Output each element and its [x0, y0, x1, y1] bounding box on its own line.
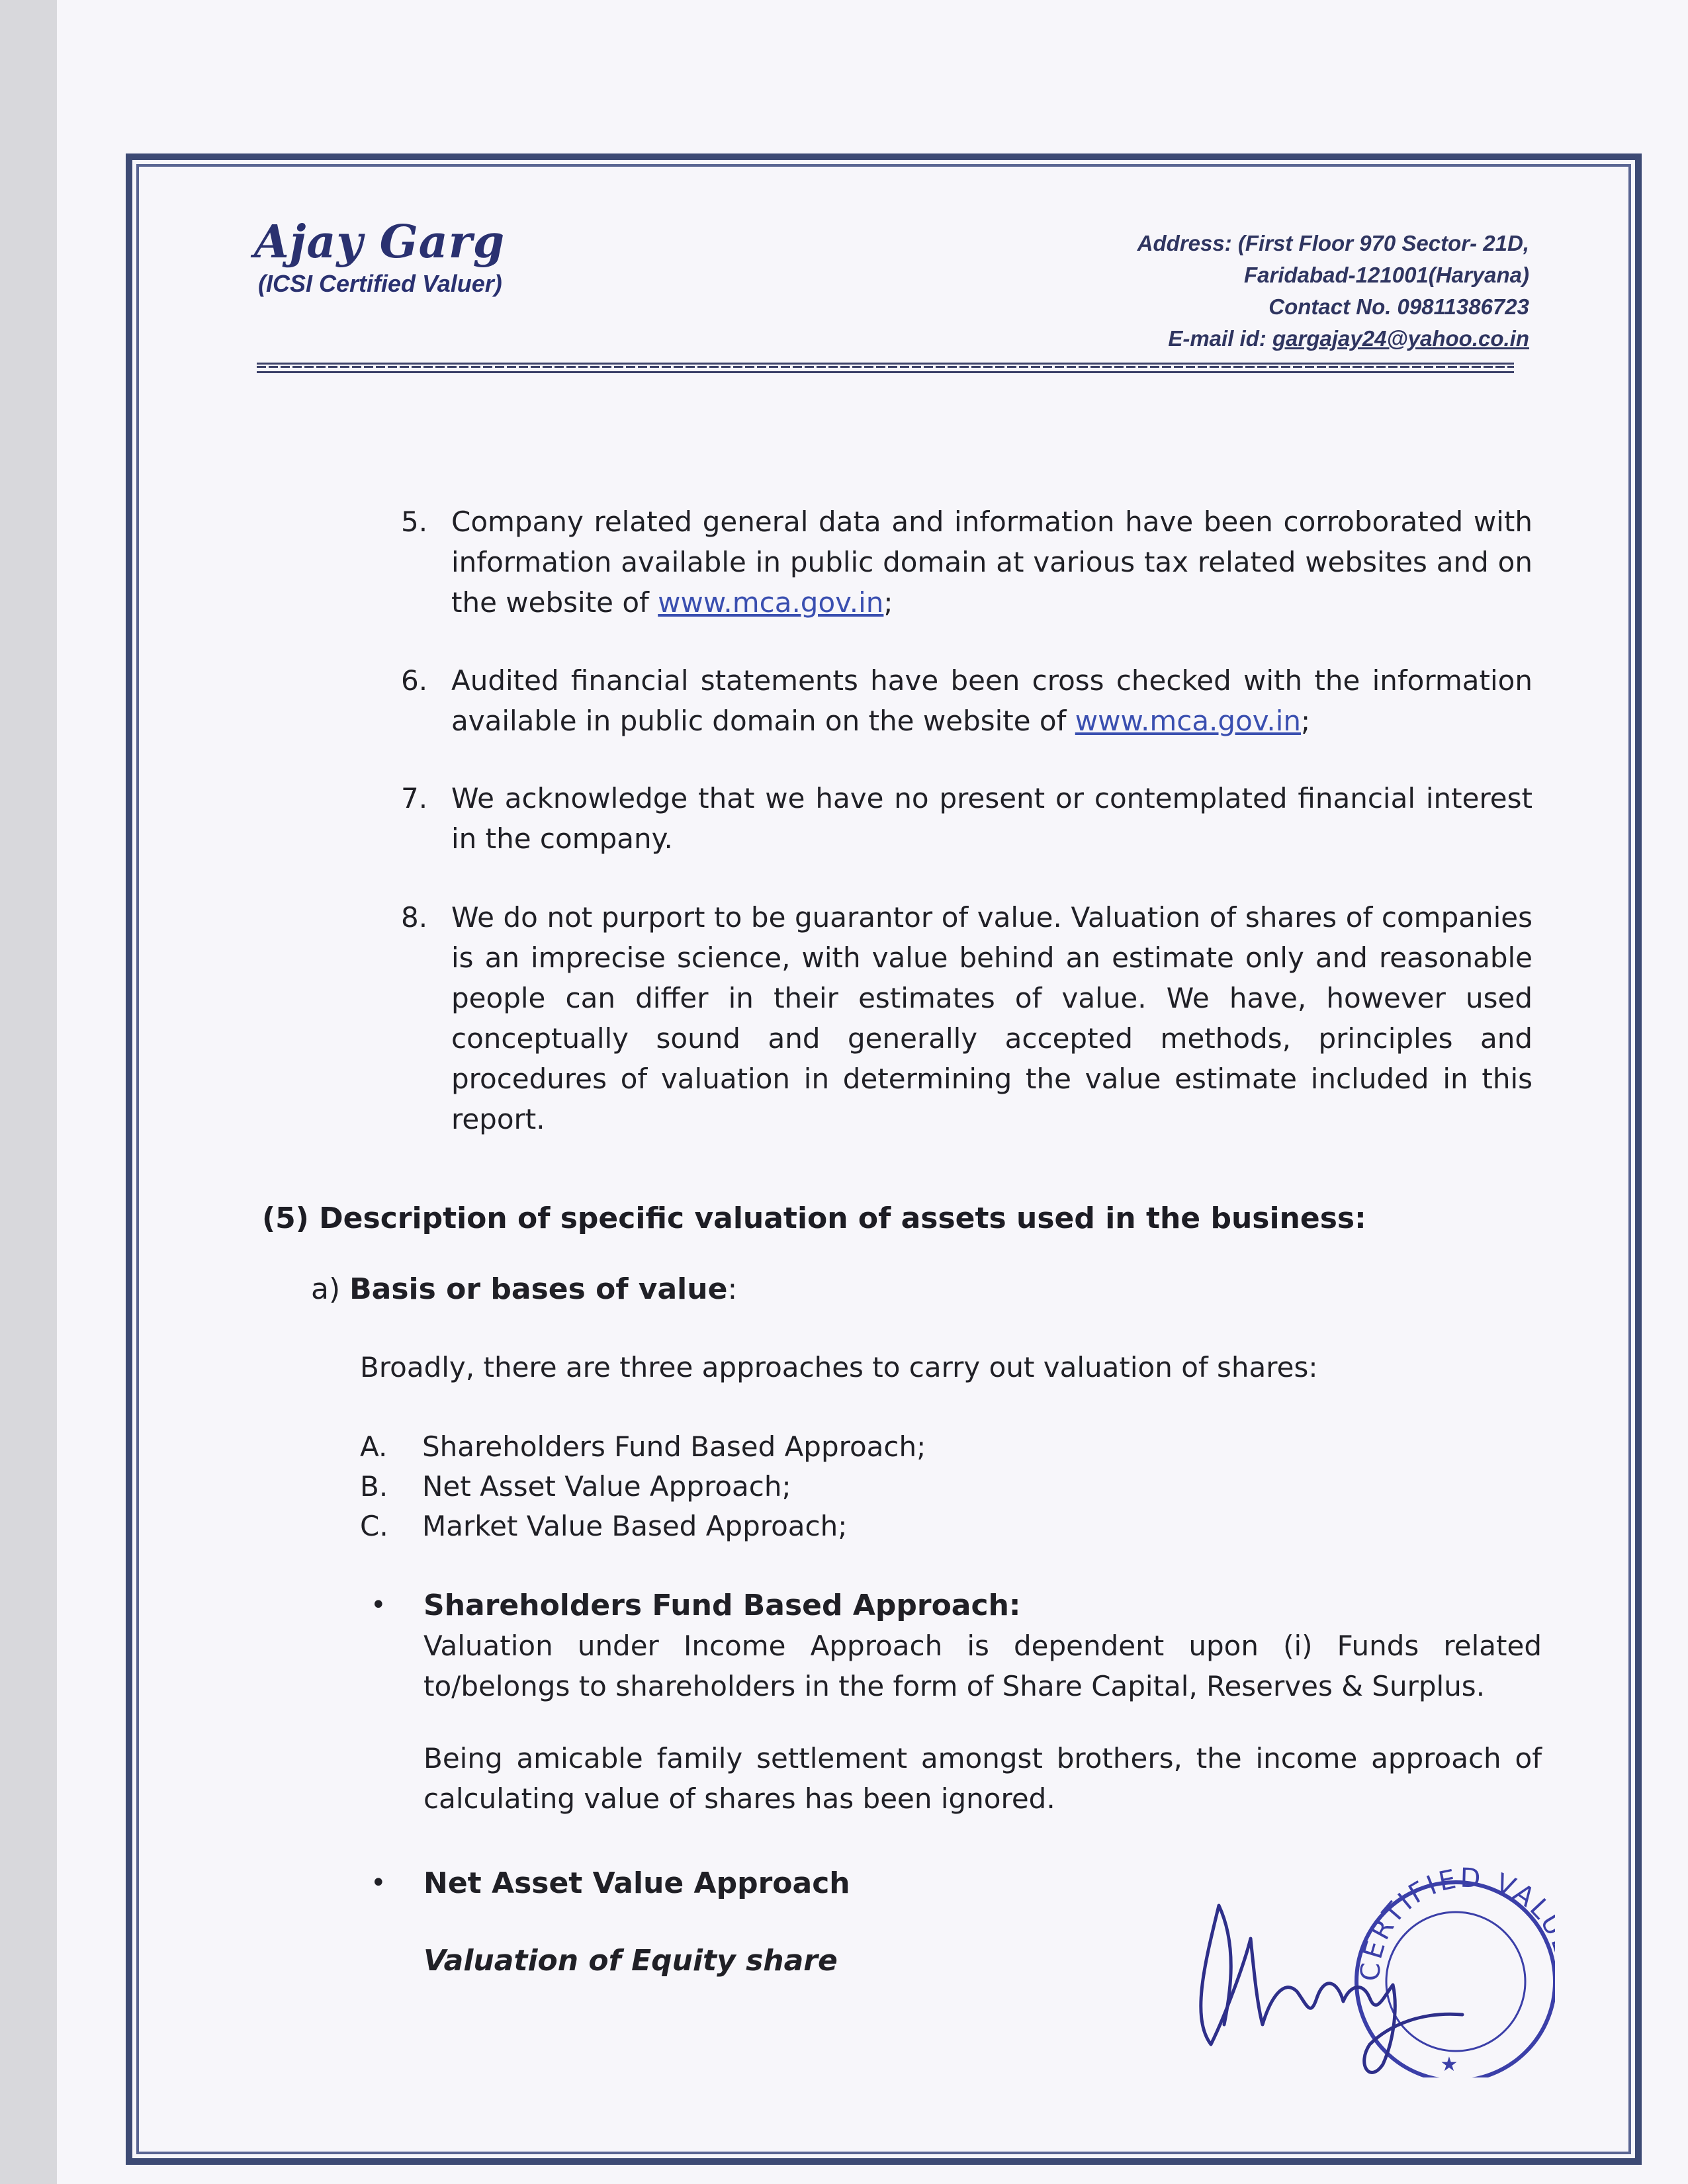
item-number: 6.	[401, 664, 428, 697]
item-number: 7.	[401, 782, 428, 814]
item-text: Company related general data and information have been corroborated with information available in public domain at various tax related websites and on the website of www.mca.gov.in;	[451, 505, 1533, 619]
signature-and-stamp	[1184, 1866, 1555, 2077]
svg-text:★: ★	[1440, 2053, 1458, 2076]
letterhead-subtitle: (ICSI Certified Valuer)	[258, 270, 502, 297]
item-letter: B.	[360, 1470, 388, 1503]
bullet-title: Shareholders Fund Based Approach:	[423, 1589, 1021, 1622]
letterhead-name: Ajay Garg	[254, 216, 506, 269]
item-text: Audited financial statements have been cross checked with the information available in public domain on the website of www.mca.gov.in;	[451, 664, 1533, 737]
item-label: Shareholders Fund Based Approach;	[422, 1430, 926, 1463]
item-text: We acknowledge that we have no present or contemplated financial interest in the company.	[451, 782, 1533, 855]
email-line	[934, 323, 1529, 355]
approaches-intro: Broadly, there are three approaches to carry out valuation of shares:	[360, 1351, 1318, 1383]
subsection-title: Basis or bases of value	[349, 1272, 728, 1306]
contact-number: Contact No. 09811386723	[1268, 294, 1529, 319]
stamp-icon	[1355, 1866, 1555, 2077]
bullet-subtitle: Valuation of Equity share	[423, 1944, 838, 1978]
list-item	[401, 778, 1533, 859]
item-label: Net Asset Value Approach;	[422, 1470, 791, 1503]
email-link[interactable]: gargajay24@yahoo.co.in	[1272, 326, 1529, 351]
bullet-icon: •	[371, 1868, 386, 1898]
item-label: Market Value Based Approach;	[422, 1510, 848, 1542]
mca-link[interactable]: www.mca.gov.in	[658, 586, 884, 619]
bullet-title: Net Asset Value Approach	[423, 1866, 850, 1900]
address-line-1: Address: (First Floor 970 Sector- 21D,	[1137, 231, 1529, 255]
list-item	[360, 1426, 955, 1466]
item-number: 8.	[401, 901, 428, 934]
page-border-inner	[136, 164, 1631, 2154]
signature-icon	[1201, 1905, 1462, 2072]
subsection-heading: a) Basis or bases of value:	[311, 1272, 738, 1306]
list-item	[401, 502, 1533, 623]
approaches-list	[360, 1426, 955, 1546]
header-divider	[257, 363, 1514, 373]
item-letter: C.	[360, 1510, 388, 1542]
list-item	[401, 660, 1533, 741]
item-text: We do not purport to be guarantor of value. Valuation of shares of companies is an imprecise science, with value behind an estimate only and reasonable people can differ in their estimates of value. We have, however used conceptually sound and generally accepted methods, principles and procedures of valuation in determining the value estimate included in this report.	[451, 901, 1533, 1135]
section-heading: (5) Description of specific valuation of assets used in the business:	[262, 1201, 1366, 1235]
address-line-2: Faridabad-121001(Haryana)	[1243, 263, 1529, 287]
mca-link[interactable]: www.mca.gov.in	[1075, 705, 1301, 737]
bullet-shareholders-fund	[371, 1585, 1542, 1819]
email-label: E-mail id:	[1168, 326, 1273, 351]
bullet-icon: •	[371, 1590, 386, 1620]
list-item	[401, 897, 1533, 1139]
svg-text:CERTIFIED VALUER	[1355, 1866, 1555, 1982]
bullet-text: Valuation under Income Approach is dependent upon (i) Funds related to/belongs to shareholders in the form of Share Capital, Reserves & Surplus.	[423, 1630, 1542, 1702]
list-item	[360, 1506, 955, 1546]
item-letter: A.	[360, 1430, 388, 1463]
signature-stamp-graphic	[1184, 1866, 1555, 2077]
letterhead-address	[934, 228, 1529, 355]
subsection-marker: a)	[311, 1272, 341, 1306]
item-number: 5.	[401, 505, 428, 538]
bullet-paragraph: Being amicable family settlement amongst brothers, the income approach of calculating value of shares has been ignored.	[423, 1742, 1542, 1815]
stamp-ring-text: CERTIFIED VAL	[1355, 1866, 1555, 1982]
list-item	[360, 1466, 955, 1506]
